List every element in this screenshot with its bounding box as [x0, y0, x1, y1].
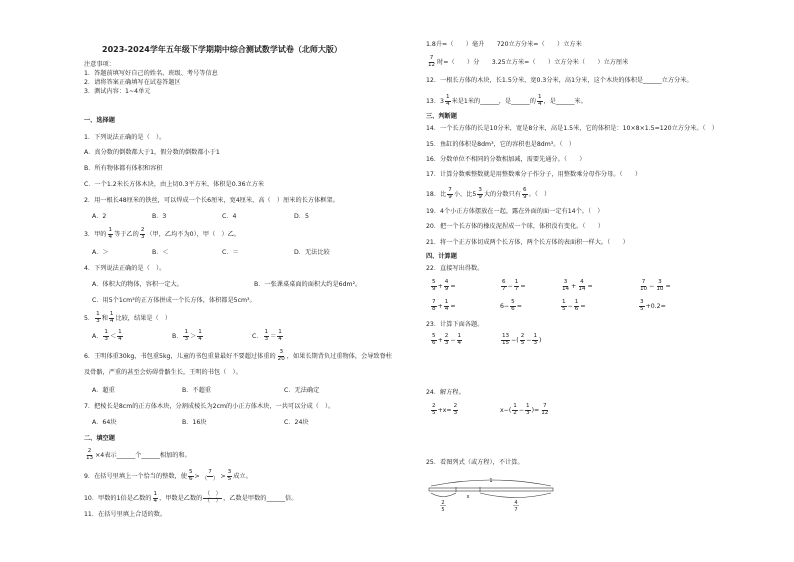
fraction: $\frac{3}{9}$ [478, 187, 482, 200]
j17: 17．计算分数乘整数就是用整数乘分子作分子，用整数乘分母作分母。（ ） [426, 171, 642, 178]
equation: $\frac{2}{5}$ +x= $\frac{2}{3}$ [432, 403, 458, 416]
q5-option-c[interactable]: C． $\frac{1}{3}$ ＝ $\frac{1}{4}$ [252, 329, 282, 342]
brace-left [431, 493, 456, 497]
q6-stem-line1: 6．王明体重30kg，书包重5kg，儿童的书包重量最好不要超过体重的 $\frac{3}{20}$ ，如果长期背负过重物体，会导致脊柱 [84, 349, 392, 362]
q6-option-c[interactable]: C．无法确定 [284, 387, 320, 394]
q1-stem: 1．下列说法正确的是（ ）。 [84, 134, 166, 141]
fraction: $\frac{1}{4}$ [118, 329, 122, 342]
calc-expr: $\frac{3}{14}$ + $\frac{4}{14}$ = [562, 279, 593, 292]
q1-option-c[interactable]: C．一个1.2米长方体木块，由上切0.3平方米，体积是0.36立方米 [84, 181, 265, 188]
calc-expr: $\frac{1}{5}$ − $\frac{1}{6}$ = [562, 299, 586, 312]
fraction: $\frac{1}{3}$ [184, 329, 188, 342]
fraction: $\frac{6}{9}$ [523, 187, 527, 200]
fraction: $\frac{1}{4}$ [108, 227, 113, 240]
q3-stem: 3．甲的 $\frac{1}{4}$ 等于乙的 $\frac{2}{3}$ （甲，乙均不为0），甲（ ）乙。 [84, 227, 241, 240]
q1-option-b[interactable]: B．所有物体都有体积和容积 [84, 165, 163, 172]
q3-option-b[interactable]: B．＜ [152, 249, 169, 256]
q23-stem: 23．计算下面各题。 [426, 321, 484, 328]
q12-stem: 12．一根长方体的木块，长1.5分米，宽0.3分米，高1分米，这个木块的体积是______立方分米。 [426, 77, 693, 84]
q11-stem: 11．在括号里填上合适的数。 [84, 511, 167, 518]
fraction: $\frac{1}{4}$ [109, 311, 114, 324]
calc-expr: $\frac{3}{5}$ +0.2= [640, 299, 666, 312]
j18: 18．比 $\frac{7}{9}$ 小，比5 $\frac{3}{9}$ 大的分数只有 $\frac{6}{9}$ 。（ ） [426, 187, 551, 200]
q1-option-a[interactable]: A．真分数的倒数都大于1，假分数的倒数都小于1 [84, 149, 220, 156]
q5-stem: 5． $\frac{1}{3}$ 和 $\frac{1}{4}$ 比较，结果是（ ） [84, 311, 172, 324]
q2-stem: 2．用一根长48厘米的铁丝，可以焊成一个长6厘米，宽4厘米，高（ ）厘米的长方体框架。 [84, 197, 339, 204]
section-calc-heading: 四、计算题 [426, 253, 457, 260]
q2-option-a[interactable]: A．2 [92, 213, 107, 220]
q8-stem: $\frac{2}{13}$ ×4表示______个______相加的和。 [86, 448, 191, 461]
fraction: $\frac{1}{4}$ [278, 329, 282, 342]
q4-option-b[interactable]: B．一张课桌桌面的面积大约是6dm²。 [254, 281, 362, 288]
j21: 21．将一个正方体切成两个长方体，两个长方体的表面积一样大。（ ） [426, 239, 629, 246]
q11-row2: $\frac{7}{12}$ 时=（ ）分 3.25立方米=（ ）立方分米（ ）立方厘米 [428, 55, 629, 68]
calc-expr: $\frac{7}{10}$ − $\frac{3}{10}$ = [640, 279, 671, 292]
q24-stem: 24．解方程。 [426, 389, 465, 396]
fraction: $\frac{1}{3}$ [264, 329, 269, 342]
fraction: $\frac{3}{20}$ [277, 349, 285, 362]
q10-stem: 10．甲数的1倍是乙数的 $\frac{1}{4}$ ，甲数是乙数的 （ ） （ ） ，乙数是甲数的______倍。 [84, 491, 298, 504]
q4-stem: 4．下列说法正确的是（ ）。 [84, 265, 166, 272]
q3-option-a[interactable]: A．＞ [92, 249, 109, 256]
fraction: $\frac{7}{9}$ [448, 187, 452, 200]
calc-expr: $\frac{5}{6}$ + $\frac{2}{3}$ − $\frac{1}{4}$ [432, 333, 462, 346]
q4-option-a[interactable]: A．体积大的物体，容积一定大。 [92, 281, 183, 288]
fraction: $\frac{1}{4}$ [537, 94, 542, 107]
equation: x−( $\frac{1}{2}$ − $\frac{1}{3}$ )= $\frac{7}{12}$ [500, 403, 549, 416]
j19: 19．4个小正方体摆放在一起，露在外面的面一定有14个。（ ） [426, 208, 604, 215]
q9-stem: 9．在括号里填上一个恰当的整数，使 $\frac{5}{6}$ > 7 （ ） > $\frac{3}{5}$ 成立。 [84, 469, 252, 482]
note-item: 1．答题前填写好自己的姓名、班级、考号等信息 [84, 70, 218, 77]
fraction: $\frac{2}{3}$ [140, 227, 145, 240]
q7-stem: 7．把棱长是8cm的正方体木块，分割成棱长为2cm的小正方体木块，一共可以分成（ ）。 [84, 403, 335, 410]
q5-option-a[interactable]: A． $\frac{1}{3}$ ＜ $\frac{1}{4}$ [92, 329, 122, 342]
fraction: 7 （ ） [201, 469, 219, 482]
j20: 20．把一个长方体的橡皮泥捏成一个球，体积没有变化。（ ） [426, 223, 605, 230]
q2-option-d[interactable]: D．5 [294, 213, 309, 220]
label-left-den: 5 [441, 507, 445, 513]
fraction: $\frac{1}{3}$ [104, 329, 108, 342]
brace-right [480, 493, 551, 498]
fraction: $\frac{1}{3}$ [96, 311, 100, 324]
label-x: x [466, 494, 470, 500]
j14: 14．一个长方体的长是10分米，宽是8分米，高是1.5米，它的体积是：10×8×1.5=120立方分米。（ ） [426, 125, 718, 132]
j15: 15．鱼缸的体积是8dm³，它的容积也是8dm³。（ ） [426, 141, 575, 148]
fraction: $\frac{1}{4}$ [153, 491, 158, 504]
segment-bar [429, 488, 553, 491]
section-fill-heading: 二、填空题 [84, 435, 115, 442]
section-judge-heading: 三、判断题 [426, 113, 457, 120]
fraction: $\frac{1}{4}$ [446, 94, 450, 107]
calc-expr: $\frac{5}{9}$ + $\frac{4}{9}$ = [432, 279, 456, 292]
notes-heading: 注意事项： [84, 61, 115, 68]
note-item: 2．请将答案正确填写在试卷答题区 [84, 79, 181, 86]
q2-option-c[interactable]: C．4 [222, 213, 237, 220]
q6-stem-line2: 及骨骼，严重的甚至会妨碍骨骼生长，王明的书包（ ）。 [84, 369, 242, 376]
calc-expr: 6− $\frac{5}{6}$ = [500, 299, 522, 312]
q6-option-b[interactable]: B．不超重 [182, 387, 211, 394]
fraction: $\frac{5}{6}$ [188, 469, 193, 482]
j16: 16．分数单位不相同的分数相加减，需要先通分。（ ） [426, 156, 586, 163]
calc-expr: $\frac{6}{7}$ − $\frac{1}{7}$ = [502, 279, 526, 292]
calc-expr: $\frac{13}{15}$ −( $\frac{2}{5}$ − $\frac{1}{3}$ ) [502, 333, 542, 346]
q13-stem: 13．3 $\frac{1}{4}$ 米是1米的______，是______的 $\frac{1}{4}$ ，是______米。 [426, 94, 587, 107]
q4-option-c[interactable]: C．用5个1cm³的正方体拼成一个长方体，体积都是5cm³。 [92, 297, 256, 304]
label-right-num: 4 [514, 500, 518, 506]
q22-stem: 22．直接写出得数。 [426, 265, 484, 272]
q7-option-c[interactable]: C．24块 [284, 419, 309, 426]
q11-row1: 1.8升=（ ）毫升 720立方分米=（ ）立方米 [426, 41, 582, 48]
q7-option-b[interactable]: B．16块 [182, 419, 207, 426]
q5-option-b[interactable]: B． $\frac{1}{3}$ ＞ $\frac{1}{4}$ [172, 329, 202, 342]
page-title: 2023-2024学年五年级下学期期中综合测试数学试卷（北师大版） [102, 45, 342, 54]
fraction: $\frac{7}{12}$ [428, 55, 436, 68]
label-right-den: 7 [514, 507, 518, 513]
q3-option-d[interactable]: D．无法比较 [294, 249, 330, 256]
label-total: 1 [489, 478, 493, 484]
fraction: $\frac{1}{4}$ [198, 329, 202, 342]
q25-stem: 25．看图列式（或方程），不计算。 [426, 459, 524, 466]
q6-option-a[interactable]: A．超重 [92, 387, 115, 394]
note-item: 3．测试内容：1~4单元 [84, 88, 151, 95]
line-diagram [426, 476, 556, 516]
label-left-num: 2 [441, 500, 445, 506]
fraction: $\frac{2}{13}$ [86, 448, 94, 461]
fraction: $\frac{3}{5}$ [227, 469, 232, 482]
q3-option-c[interactable]: C．＝ [222, 249, 239, 256]
fraction: （ ） （ ） [204, 491, 222, 504]
q7-option-a[interactable]: A．64块 [92, 419, 117, 426]
calc-expr: $\frac{7}{8}$ + $\frac{1}{4}$ = [432, 299, 456, 312]
section-choice-heading: 一、选择题 [84, 117, 115, 124]
q2-option-b[interactable]: B．3 [152, 213, 167, 220]
